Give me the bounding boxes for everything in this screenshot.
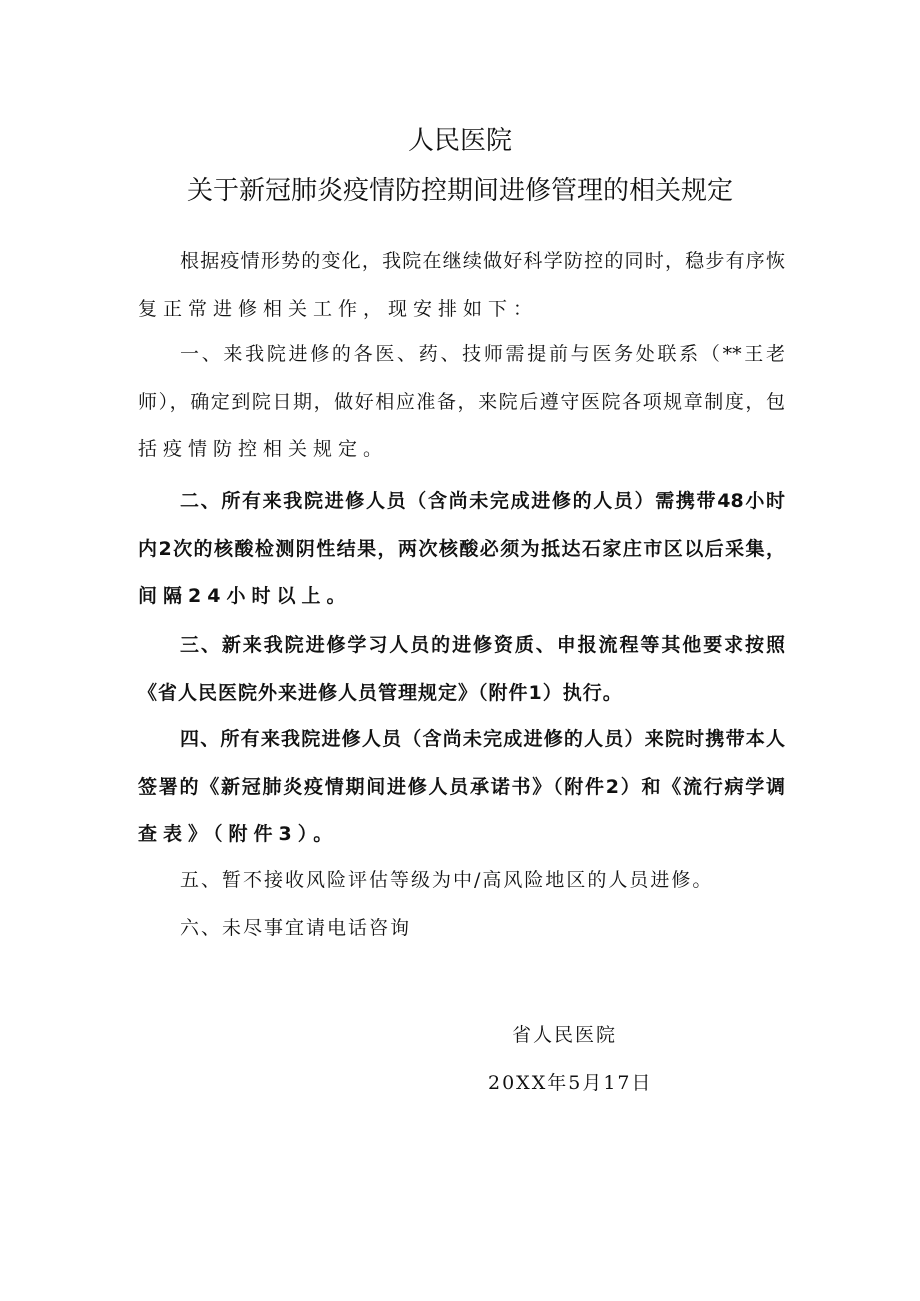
paragraph-line: 括疫情防控相关规定。 <box>138 438 389 460</box>
paragraph-line: 复正常进修相关工作，现安排如下： <box>138 297 539 320</box>
paragraph-line: 四、所有来我院进修人员（含尚未完成进修的人员）来院时携带本人 <box>180 728 785 750</box>
paragraph-line: 查表》（附件3）。 <box>138 823 339 845</box>
paragraph-line: 二、所有来我院进修人员（含尚未完成进修的人员）需携带48小时 <box>180 490 785 512</box>
paragraph-intro <box>138 238 785 333</box>
paragraph-line: 签署的《新冠肺炎疫情期间进修人员承诺书》（附件2）和《流行病学调 <box>138 775 785 798</box>
paragraph-item-3 <box>138 622 785 717</box>
paragraph-line: 一、来我院进修的各医、药、技师需提前与医务处联系（**王老 <box>180 343 785 365</box>
signature-date: 20XX年5月17日 <box>488 1072 653 1094</box>
document-title-org: 人民医院 <box>407 126 512 156</box>
paragraph-line: 三、新来我院进修学习人员的进修资质、申报流程等其他要求按照 <box>180 634 785 656</box>
paragraph-line: 六、未尽事宜请电话咨询 <box>180 917 412 939</box>
paragraph-line: 五、暂不接收风险评估等级为中/高风险地区的人员进修。 <box>180 869 714 891</box>
paragraph-line: 《省人民医院外来进修人员管理规定》（附件1）执行。 <box>138 681 623 704</box>
paragraph-item-6 <box>138 905 785 953</box>
paragraph-item-1 <box>138 331 785 474</box>
paragraph-item-4 <box>138 716 785 859</box>
document-title: 关于新冠肺炎疫情防控期间进修管理的相关规定 <box>186 176 733 206</box>
paragraph-item-5 <box>138 857 785 905</box>
signature-org: 省人民医院 <box>512 1024 618 1046</box>
paragraph-line: 师），确定到院日期，做好相应准备，来院后遵守医院各项规章制度，包 <box>138 390 785 413</box>
paragraph-item-2 <box>138 478 785 621</box>
paragraph-line: 间隔24小时以上。 <box>138 585 352 607</box>
paragraph-line: 内2次的核酸检测阴性结果，两次核酸必须为抵达石家庄市区以后采集， <box>138 537 785 560</box>
paragraph-line: 根据疫情形势的变化，我院在继续做好科学防控的同时，稳步有序恢 <box>180 250 785 272</box>
